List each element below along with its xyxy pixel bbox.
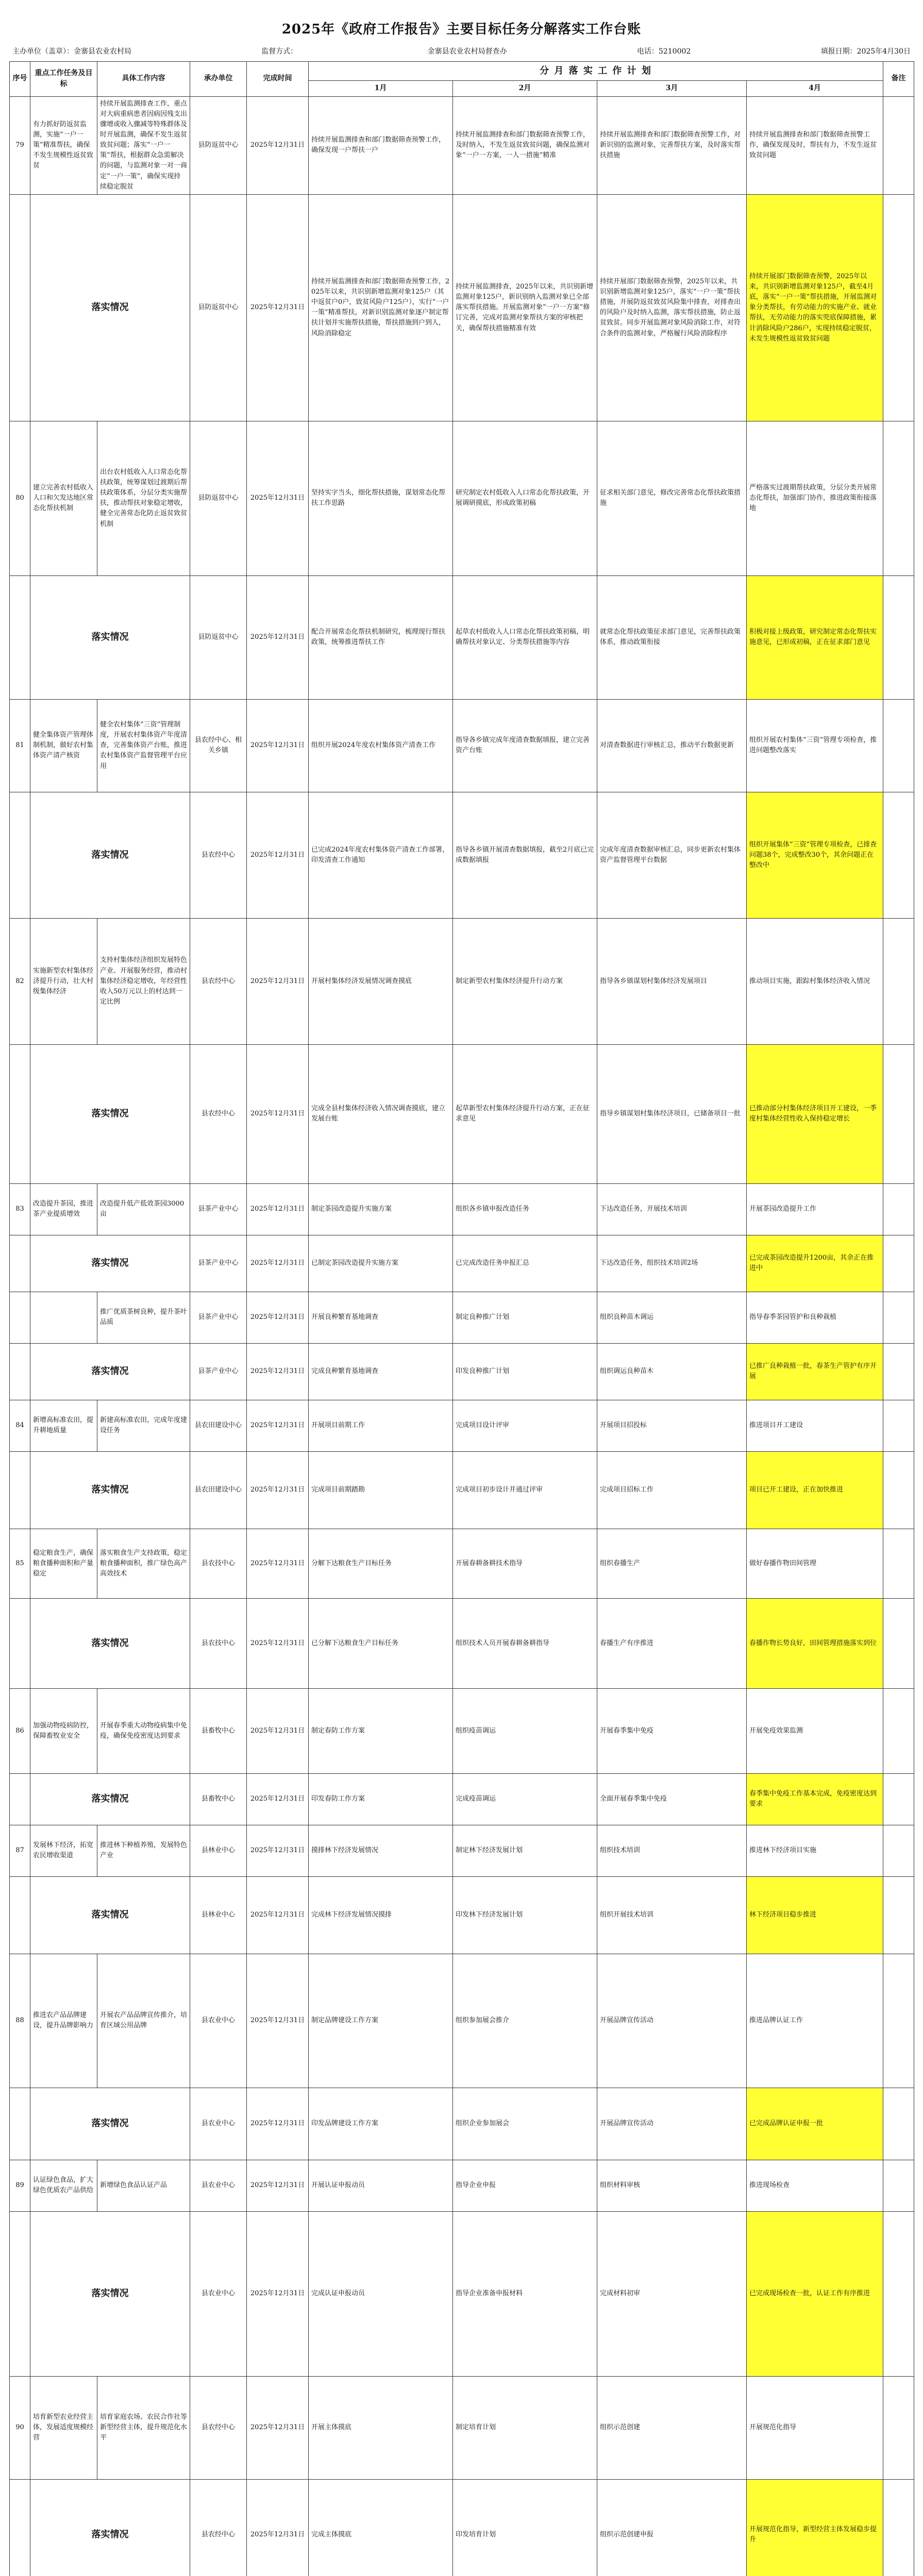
status-label: 落实情况: [30, 1235, 190, 1292]
task-row: [10, 1954, 914, 2088]
month-3-cell: 完成年度清查数据审核汇总，同步更新农村集体资产监督管理平台数据: [597, 792, 747, 918]
deadline-cell: 2025年12月31日: [247, 2376, 309, 2479]
status-row: [10, 194, 914, 421]
month-1-cell: 组织开展2024年度农村集体资产清查工作: [309, 699, 453, 792]
deadline-cell: 2025年12月31日: [247, 1044, 309, 1183]
header-month-3: 3月: [597, 80, 747, 96]
seq-cell: 89: [10, 2160, 30, 2211]
content-cell: 出台农村低收入人口常态化帮扶政策，统筹谋划过渡期后帮扶政策体系，分层分类实施帮扶，推动帮扶对象稳定增收，健全完善常态化防止返贫致贫机制: [97, 421, 190, 575]
remark-cell: [883, 1876, 914, 1954]
month-2-cell: 完成项目设计评审: [453, 1400, 597, 1451]
status-row: [10, 1044, 914, 1183]
remark-cell: [883, 421, 914, 575]
month-2-cell: 指导各乡镇开展清查数据填报，截至2月底已完成数据填报: [453, 792, 597, 918]
remark-cell: [883, 2160, 914, 2211]
status-row: [10, 2479, 914, 2576]
seq-cell: [10, 575, 30, 699]
month-4-cell: 推进品牌认证工作: [747, 1954, 883, 2088]
deadline-cell: 2025年12月31日: [247, 1400, 309, 1451]
month-2-cell: 组织参加展会推介: [453, 1954, 597, 2088]
deadline-cell: 2025年12月31日: [247, 2160, 309, 2211]
task-row: [10, 2160, 914, 2211]
month-3-cell: 组织技术培训: [597, 1825, 747, 1876]
status-label: 落实情况: [30, 2479, 190, 2576]
month-2-cell: 已完成改造任务申报汇总: [453, 1235, 597, 1292]
goal-cell: 发展林下经济，拓宽农民增收渠道: [30, 1825, 97, 1876]
content-cell: 新增绿色食品认证产品: [97, 2160, 190, 2211]
goal-cell: 健全集体资产管理体制机制，做好农村集体资产清产核资: [30, 699, 97, 792]
month-1-cell: 已制定茶园改造提升实施方案: [309, 1235, 453, 1292]
month-2-cell: 印发良种推广计划: [453, 1343, 597, 1400]
seq-cell: [10, 1044, 30, 1183]
remark-cell: [883, 1688, 914, 1773]
goal-cell: 实施新型农村集体经济提升行动，壮大村级集体经济: [30, 918, 97, 1044]
task-row: [10, 2376, 914, 2479]
deadline-cell: 2025年12月31日: [247, 1235, 309, 1292]
header-unit: 承办单位: [190, 62, 247, 97]
seq-cell: [10, 1343, 30, 1400]
deadline-cell: 2025年12月31日: [247, 1825, 309, 1876]
goal-cell: 推进农产品品牌建设，提升品牌影响力: [30, 1954, 97, 2088]
task-row: [10, 1400, 914, 1451]
supervision-unit: 金寨县农业农村局督查办: [427, 47, 507, 56]
month-2-cell: 印发培育计划: [453, 2479, 597, 2576]
seq-cell: 84: [10, 1400, 30, 1451]
month-1-cell: 开展认证申报动员: [309, 2160, 453, 2211]
month-1-cell: 坚持实字当头，细化帮扶措施，谋划常态化帮扶工作思路: [309, 421, 453, 575]
month-2-cell: 指导企业申报: [453, 2160, 597, 2211]
content-cell: 培育家庭农场、农民合作社等新型经营主体，提升规范化水平: [97, 2376, 190, 2479]
deadline-cell: 2025年12月31日: [247, 421, 309, 575]
month-3-cell: 开展品牌宣传活动: [597, 2088, 747, 2160]
deadline-cell: 2025年12月31日: [247, 918, 309, 1044]
status-label: 落实情况: [30, 194, 190, 421]
seq-cell: 83: [10, 1183, 30, 1235]
month-4-cell: 做好春播作物田间管理: [747, 1529, 883, 1598]
deadline-cell: 2025年12月31日: [247, 2479, 309, 2576]
month-4-cell: 已推动部分村集体经济项目开工建设，一季度村集体经营性收入保持稳定增长: [747, 1044, 883, 1183]
remark-cell: [883, 1343, 914, 1400]
unit-cell: 县防返贫中心: [190, 421, 247, 575]
task-row: [10, 421, 914, 575]
month-3-cell: 全面开展春季集中免疫: [597, 1773, 747, 1825]
remark-cell: [883, 1529, 914, 1598]
remark-cell: [883, 918, 914, 1044]
deadline-cell: 2025年12月31日: [247, 194, 309, 421]
status-row: [10, 1876, 914, 1954]
goal-cell: 认证绿色食品，扩大绿色优质农产品供给: [30, 2160, 97, 2211]
deadline-cell: 2025年12月31日: [247, 575, 309, 699]
goal-cell: 有力抓好防返贫监测，实施“一户一策”精准帮扶，确保不发生规模性返贫致贫: [30, 96, 97, 194]
ledger-body: [10, 96, 914, 2576]
deadline-cell: 2025年12月31日: [247, 2088, 309, 2160]
remark-cell: [883, 1954, 914, 2088]
remark-cell: [883, 2211, 914, 2376]
month-1-cell: 印发春防工作方案: [309, 1773, 453, 1825]
seq-cell: [10, 1876, 30, 1954]
month-1-cell: 完成良种繁育基地调查: [309, 1343, 453, 1400]
remark-cell: [883, 1451, 914, 1529]
month-4-cell: 开展茶园改造提升工作: [747, 1183, 883, 1235]
month-3-cell: 持续开展部门数据筛查预警，2025年以来，共识别新增监测对象125户，落实“一户一策”帮扶措施，开展防返贫致贫风险集中排查，对排查出的风险户及时纳入监测，落实帮扶措施，防止返贫致贫。同步开展监测对象风险消除工作，对符合条件的监测对象，严格履行风险消除程序: [597, 194, 747, 421]
remark-cell: [883, 194, 914, 421]
seq-cell: [10, 1292, 30, 1343]
month-1-cell: 持续开展监测排查和部门数据筛查预警工作，确保发现一户帮扶一户: [309, 96, 453, 194]
supervision-mode: 监督方式：: [261, 47, 298, 56]
month-3-cell: 组织示范创建: [597, 2376, 747, 2479]
deadline-cell: 2025年12月31日: [247, 1529, 309, 1598]
header-remark: 备注: [883, 62, 914, 97]
month-1-cell: 完成主体摸底: [309, 2479, 453, 2576]
task-row: [10, 1292, 914, 1343]
unit-cell: 县畜牧中心: [190, 1688, 247, 1773]
month-3-cell: 完成项目招标工作: [597, 1451, 747, 1529]
header-month-1: 1月: [309, 80, 453, 96]
unit-cell: 县林业中心: [190, 1825, 247, 1876]
month-2-cell: 印发林下经济发展计划: [453, 1876, 597, 1954]
status-label: 落实情况: [30, 792, 190, 918]
deadline-cell: 2025年12月31日: [247, 2211, 309, 2376]
seq-cell: 87: [10, 1825, 30, 1876]
month-1-cell: 完成全县村集体经济收入情况调查摸底，建立发展台账: [309, 1044, 453, 1183]
unit-cell: 县农技中心: [190, 1598, 247, 1688]
month-1-cell: 已分解下达粮食生产目标任务: [309, 1598, 453, 1688]
month-4-cell: 严格落实过渡期帮扶政策，分层分类开展常态化帮扶，加强部门协作，推进政策衔接落地: [747, 421, 883, 575]
remark-cell: [883, 96, 914, 194]
month-2-cell: 制定良种推广计划: [453, 1292, 597, 1343]
deadline-cell: 2025年12月31日: [247, 1688, 309, 1773]
remark-cell: [883, 2479, 914, 2576]
month-4-cell: 开展规范化指导: [747, 2376, 883, 2479]
task-row: [10, 1183, 914, 1235]
header-month-2: 2月: [453, 80, 597, 96]
month-3-cell: 对清查数据进行审核汇总，推动平台数据更新: [597, 699, 747, 792]
status-label: 落实情况: [30, 1343, 190, 1400]
month-2-cell: 制定林下经济发展计划: [453, 1825, 597, 1876]
month-2-cell: 制定培育计划: [453, 2376, 597, 2479]
month-2-cell: 组织企业参加展会: [453, 2088, 597, 2160]
goal-cell: 改造提升茶园，推进茶产业提质增效: [30, 1183, 97, 1235]
month-3-cell: 下达改造任务，开展技术培训: [597, 1183, 747, 1235]
month-1-cell: 开展村集体经济发展情况调查摸底: [309, 918, 453, 1044]
seq-cell: [10, 194, 30, 421]
status-label: 落实情况: [30, 575, 190, 699]
page-title: 2025年《政府工作报告》主要目标任务分解落实工作台账: [281, 22, 642, 37]
header-seq: 序号: [10, 62, 30, 97]
task-row: [10, 1529, 914, 1598]
month-1-cell: 开展项目前期工作: [309, 1400, 453, 1451]
header-goal: 重点工作任务及目标: [30, 62, 97, 97]
lead-unit: 主办单位（盖章）：金寨县农业农村局: [12, 47, 131, 56]
month-4-cell: 林下经济项目稳步推进: [747, 1876, 883, 1954]
remark-cell: [883, 792, 914, 918]
month-1-cell: 完成项目前期踏勘: [309, 1451, 453, 1529]
remark-cell: [883, 1825, 914, 1876]
remark-cell: [883, 1235, 914, 1292]
month-2-cell: 完成疫苗调运: [453, 1773, 597, 1825]
month-1-cell: 已完成2024年度农村集体资产清查工作部署，印发清查工作通知: [309, 792, 453, 918]
seq-cell: [10, 2479, 30, 2576]
month-1-cell: 摸排林下经济发展情况: [309, 1825, 453, 1876]
status-row: [10, 575, 914, 699]
month-2-cell: 组织疫苗调运: [453, 1688, 597, 1773]
status-label: 落实情况: [30, 2088, 190, 2160]
month-1-cell: 制定茶园改造提升实施方案: [309, 1183, 453, 1235]
month-3-cell: 完成材料初审: [597, 2211, 747, 2376]
status-label: 落实情况: [30, 2211, 190, 2376]
deadline-cell: 2025年12月31日: [247, 1343, 309, 1400]
seq-cell: 81: [10, 699, 30, 792]
content-cell: 支持村集体经济组织发展特色产业、开展服务经营，推动村集体经济稳定增收，年经营性收入50万元以上的村达到一定比例: [97, 918, 190, 1044]
seq-cell: 86: [10, 1688, 30, 1773]
status-label: 落实情况: [30, 1773, 190, 1825]
month-3-cell: 开展春季集中免疫: [597, 1688, 747, 1773]
goal-cell: 稳定粮食生产，确保粮食播种面积和产量稳定: [30, 1529, 97, 1598]
month-1-cell: 完成林下经济发展情况摸排: [309, 1876, 453, 1954]
month-3-cell: 组织示范创建申报: [597, 2479, 747, 2576]
header-content: 具体工作内容: [97, 62, 190, 97]
month-2-cell: 组织各乡镇申报改造任务: [453, 1183, 597, 1235]
month-4-cell: 开展免疫效果监测: [747, 1688, 883, 1773]
unit-cell: 县农业中心: [190, 2088, 247, 2160]
month-4-cell: 推进林下经济项目实施: [747, 1825, 883, 1876]
month-3-cell: 征求相关部门意见，修改完善常态化帮扶政策措施: [597, 421, 747, 575]
goal-cell: 加强动物疫病防控，保障畜牧业安全: [30, 1688, 97, 1773]
month-1-cell: 完成认证申报动员: [309, 2211, 453, 2376]
seq-cell: [10, 792, 30, 918]
month-3-cell: 组织春播生产: [597, 1529, 747, 1598]
task-row: [10, 699, 914, 792]
remark-cell: [883, 699, 914, 792]
month-1-cell: 制定春防工作方案: [309, 1688, 453, 1773]
header-plan: 分 月 落 实 工 作 计 划: [309, 62, 883, 81]
seq-cell: 88: [10, 1954, 30, 2088]
month-2-cell: 指导企业准备申报材料: [453, 2211, 597, 2376]
content-cell: 健全农村集体“三资”管理制度，开展农村集体资产年度清查，完善集体资产台账，推进农村集体资产监督管理平台应用: [97, 699, 190, 792]
month-4-cell: 已完成现场检查一批，认证工作有序推进: [747, 2211, 883, 2376]
unit-cell: 县农技中心: [190, 1529, 247, 1598]
status-row: [10, 1773, 914, 1825]
month-4-cell: 已推广良种栽植一批，春茶生产管护有序开展: [747, 1343, 883, 1400]
month-3-cell: 组织材料审核: [597, 2160, 747, 2211]
month-4-cell: 指导春季茶园管护和良种栽植: [747, 1292, 883, 1343]
remark-cell: [883, 1773, 914, 1825]
seq-cell: [10, 1773, 30, 1825]
remark-cell: [883, 1044, 914, 1183]
ledger-table: [9, 61, 914, 2576]
content-cell: 推进林下种植养殖，发展特色产业: [97, 1825, 190, 1876]
deadline-cell: 2025年12月31日: [247, 1954, 309, 2088]
meta-bar: [12, 46, 911, 56]
month-2-cell: 持续开展监测排查，2025年以来，共识别新增监测对象125户，新识别纳入监测对象已全部落实帮扶措施。开展监测对象“一户一方案”修订完善，完成对监测对象帮扶方案的审核把关，确保帮扶措施精准有效: [453, 194, 597, 421]
phone: 电话：5210002: [636, 47, 691, 56]
content-cell: 改造提升低产低效茶园3000亩: [97, 1183, 190, 1235]
unit-cell: 县防返贫中心: [190, 96, 247, 194]
month-4-cell: 开展规范化指导，新型经营主体发展稳步提升: [747, 2479, 883, 2576]
month-1-cell: 开展主体摸底: [309, 2376, 453, 2479]
month-1-cell: 开展良种繁育基地调查: [309, 1292, 453, 1343]
seq-cell: 79: [10, 96, 30, 194]
month-3-cell: 指导乡镇谋划村集体经济项目，已储备项目一批: [597, 1044, 747, 1183]
month-2-cell: 组织技术人员开展春耕备耕指导: [453, 1598, 597, 1688]
month-1-cell: 持续开展监测排查和部门数据筛查预警工作，2025年以来，共识别新增监测对象125户（其中返贫户0户，致贫风险户125户），实行“一户一策”精准帮扶，对新识别监测对象逐户制定帮扶计划并实施帮扶措施，帮扶措施到户到人，风险消除稳定: [309, 194, 453, 421]
deadline-cell: 2025年12月31日: [247, 792, 309, 918]
month-3-cell: 就常态化帮扶政策征求部门意见，完善帮扶政策体系，推动政策衔接: [597, 575, 747, 699]
month-4-cell: 项目已开工建设，正在加快推进: [747, 1451, 883, 1529]
month-2-cell: 持续开展监测排查和部门数据筛查预警工作，及时纳入，不发生返贫致贫问题，确保监测对象“一户一方案，一人一措施”精准: [453, 96, 597, 194]
unit-cell: 县畜牧中心: [190, 1773, 247, 1825]
task-row: [10, 918, 914, 1044]
unit-cell: 县农业中心: [190, 2211, 247, 2376]
month-1-cell: 制定品牌建设工作方案: [309, 1954, 453, 2088]
unit-cell: 县农经中心: [190, 1044, 247, 1183]
remark-cell: [883, 575, 914, 699]
month-2-cell: 制定新型农村集体经济提升行动方案: [453, 918, 597, 1044]
deadline-cell: 2025年12月31日: [247, 96, 309, 194]
unit-cell: 县农田建设中心: [190, 1400, 247, 1451]
header-month-4: 4月: [747, 80, 883, 96]
month-4-cell: 积极对接上级政策，研究制定常态化帮扶实施意见，已形成初稿，正在征求部门意见: [747, 575, 883, 699]
goal-cell: 新增高标准农田，提升耕地质量: [30, 1400, 97, 1451]
task-row: [10, 1825, 914, 1876]
month-4-cell: 组织开展集体“三资”管理专项检查，已排查问题38个，完成整改30个，其余问题正在整改中: [747, 792, 883, 918]
seq-cell: [10, 1451, 30, 1529]
goal-cell: 建立完善农村低收入人口和欠发达地区常态化帮扶机制: [30, 421, 97, 575]
unit-cell: 县农业中心: [190, 2160, 247, 2211]
content-cell: 开展农产品品牌宣传推介，培育区域公用品牌: [97, 1954, 190, 2088]
month-3-cell: 持续开展监测排查和部门数据筛查预警工作，对新识别的监测对象，完善帮扶方案，及时落实帮扶措施: [597, 96, 747, 194]
unit-cell: 县农经中心: [190, 792, 247, 918]
unit-cell: 县林业中心: [190, 1876, 247, 1954]
month-2-cell: 研究制定农村低收入人口常态化帮扶政策，开展调研摸底，形成政策初稿: [453, 421, 597, 575]
goal-cell: 培育新型农业经营主体，发展适度规模经营: [30, 2376, 97, 2479]
month-2-cell: 完成项目初步设计并通过评审: [453, 1451, 597, 1529]
status-row: [10, 1235, 914, 1292]
status-row: [10, 1451, 914, 1529]
deadline-cell: 2025年12月31日: [247, 1876, 309, 1954]
content-cell: 开展春季重大动物疫病集中免疫，确保免疫密度达到要求: [97, 1688, 190, 1773]
month-3-cell: 开展项目招投标: [597, 1400, 747, 1451]
unit-cell: 县农业中心: [190, 1954, 247, 2088]
month-2-cell: 起草新型农村集体经济提升行动方案，正在征求意见: [453, 1044, 597, 1183]
seq-cell: [10, 1235, 30, 1292]
unit-cell: 县防返贫中心: [190, 194, 247, 421]
month-2-cell: 起草农村低收入人口常态化帮扶政策初稿，明确帮扶对象认定、分类帮扶措施等内容: [453, 575, 597, 699]
month-4-cell: 推动项目实施，跟踪村集体经济收入情况: [747, 918, 883, 1044]
month-4-cell: 推进现场检查: [747, 2160, 883, 2211]
month-4-cell: 春播作物长势良好，田间管理措施落实到位: [747, 1598, 883, 1688]
month-2-cell: 开展春耕备耕技术指导: [453, 1529, 597, 1598]
unit-cell: 县茶产业中心: [190, 1235, 247, 1292]
remark-cell: [883, 1292, 914, 1343]
month-3-cell: 开展品牌宣传活动: [597, 1954, 747, 2088]
content-cell: 落实粮食生产支持政策，稳定粮食播种面积，推广绿色高产高效技术: [97, 1529, 190, 1598]
status-label: 落实情况: [30, 1044, 190, 1183]
seq-cell: 85: [10, 1529, 30, 1598]
remark-cell: [883, 2376, 914, 2479]
month-1-cell: 分解下达粮食生产目标任务: [309, 1529, 453, 1598]
deadline-cell: 2025年12月31日: [247, 1773, 309, 1825]
month-3-cell: 组织调运良种苗木: [597, 1343, 747, 1400]
month-2-cell: 指导各乡镇完成年度清查数据填报，建立完善资产台账: [453, 699, 597, 792]
month-4-cell: 已完成茶园改造提升1200亩，其余正在推进中: [747, 1235, 883, 1292]
unit-cell: 县茶产业中心: [190, 1343, 247, 1400]
deadline-cell: 2025年12月31日: [247, 1183, 309, 1235]
unit-cell: 县茶产业中心: [190, 1183, 247, 1235]
month-1-cell: 印发品牌建设工作方案: [309, 2088, 453, 2160]
month-3-cell: 指导各乡镇谋划村集体经济发展项目: [597, 918, 747, 1044]
fill-date: 填报日期：2025年4月30日: [820, 47, 911, 56]
month-4-cell: 持续开展监测排查和部门数据筛查预警工作，确保发现及时，帮扶有力，不发生返贫致贫问题: [747, 96, 883, 194]
month-4-cell: 持续开展部门数据筛查预警，2025年以来，共识别新增监测对象125户，截至4月底，落实“一户一策”帮扶措施，开展监测对象分类帮扶，有劳动能力的实施产业、就业帮扶，无劳动能力的落实兜底保障措施，累计消除风险户286户，实现持续稳定脱贫，未发生规模性返贫致贫问题: [747, 194, 883, 421]
remark-cell: [883, 1183, 914, 1235]
goal-cell: [30, 1292, 97, 1343]
status-row: [10, 1343, 914, 1400]
content-cell: 新建高标准农田，完成年度建设任务: [97, 1400, 190, 1451]
month-4-cell: 推进项目开工建设: [747, 1400, 883, 1451]
unit-cell: 县农经中心、相关乡镇: [190, 699, 247, 792]
month-3-cell: 组织良种苗木调运: [597, 1292, 747, 1343]
status-label: 落实情况: [30, 1598, 190, 1688]
seq-cell: 90: [10, 2376, 30, 2479]
month-1-cell: 配合开展常态化帮扶机制研究，梳理现行帮扶政策，统筹推进帮扶工作: [309, 575, 453, 699]
month-4-cell: 组织开展农村集体“三资”管理专项检查，推进问题整改落实: [747, 699, 883, 792]
month-3-cell: 春播生产有序推进: [597, 1598, 747, 1688]
month-3-cell: 下达改造任务，组织技术培训2场: [597, 1235, 747, 1292]
unit-cell: 县茶产业中心: [190, 1292, 247, 1343]
status-label: 落实情况: [30, 1451, 190, 1529]
unit-cell: 县农田建设中心: [190, 1451, 247, 1529]
deadline-cell: 2025年12月31日: [247, 1598, 309, 1688]
status-row: [10, 792, 914, 918]
remark-cell: [883, 2088, 914, 2160]
seq-cell: [10, 2211, 30, 2376]
month-4-cell: 春季集中免疫工作基本完成，免疫密度达到要求: [747, 1773, 883, 1825]
seq-cell: 82: [10, 918, 30, 1044]
deadline-cell: 2025年12月31日: [247, 1292, 309, 1343]
content-cell: 推广优质茶树良种，提升茶叶品质: [97, 1292, 190, 1343]
header-deadline: 完成时间: [247, 62, 309, 97]
remark-cell: [883, 1598, 914, 1688]
status-row: [10, 2088, 914, 2160]
seq-cell: [10, 2088, 30, 2160]
month-3-cell: 组织开展技术培训: [597, 1876, 747, 1954]
status-label: 落实情况: [30, 1876, 190, 1954]
content-cell: 持续开展监测排查工作，重点对大病重病患者因病因残支出骤增或收入骤减等特殊群体及时开展监测，确保不发生返贫致贫问题；落实“一户一策”帮扶，根据群众急需解决的问题，与监测对象一对一商定“一户一策”，确保实现持续稳定脱贫: [97, 96, 190, 194]
seq-cell: [10, 1598, 30, 1688]
task-row: [10, 1688, 914, 1773]
status-row: [10, 1598, 914, 1688]
month-4-cell: 已完成品牌认证申报一批: [747, 2088, 883, 2160]
deadline-cell: 2025年12月31日: [247, 699, 309, 792]
seq-cell: 80: [10, 421, 30, 575]
unit-cell: 县农经中心: [190, 2479, 247, 2576]
status-row: [10, 2211, 914, 2376]
task-row: [10, 96, 914, 194]
remark-cell: [883, 1400, 914, 1451]
unit-cell: 县农经中心: [190, 2376, 247, 2479]
deadline-cell: 2025年12月31日: [247, 1451, 309, 1529]
unit-cell: 县防返贫中心: [190, 575, 247, 699]
unit-cell: 县农经中心: [190, 918, 247, 1044]
